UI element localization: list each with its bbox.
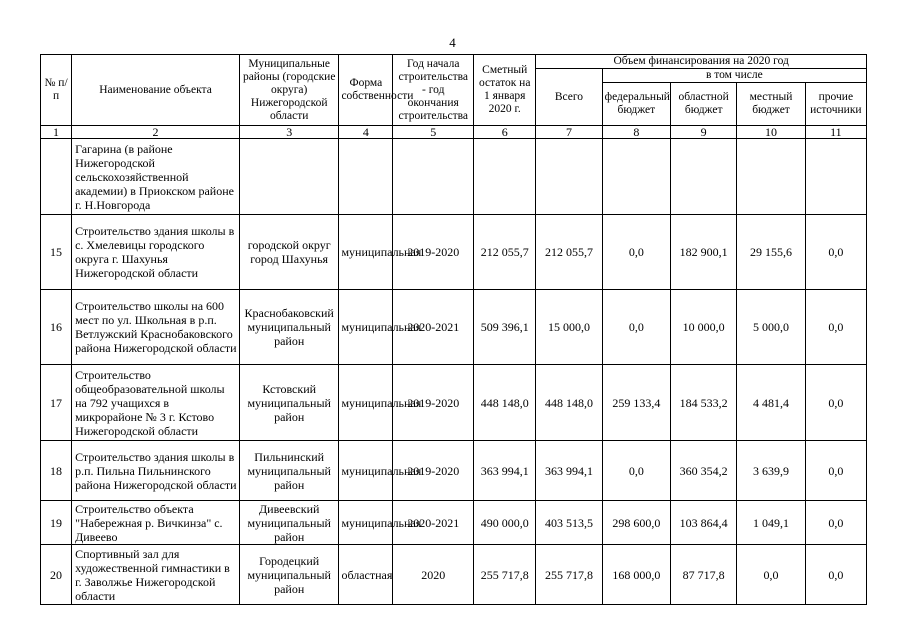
cell-ownership: областная (339, 545, 393, 605)
cell-empty (602, 139, 670, 215)
cell-municipal: Краснобаковский муниципальный район (239, 290, 338, 365)
cell-municipal: городской округ город Шахунья (239, 215, 338, 290)
cell-years: 2020-2021 (393, 501, 474, 545)
cell-ownership: муниципальная (339, 365, 393, 441)
col-number: 8 (602, 126, 670, 139)
header-total: Всего (536, 69, 602, 126)
cell-municipal: Городецкий муниципальный район (239, 545, 338, 605)
header-years: Год начала строительства - год окончания строительства (393, 55, 474, 126)
cell-ownership: муниципальная (339, 441, 393, 501)
table-row (41, 501, 867, 545)
cell-years: 2020 (393, 545, 474, 605)
col-number: 7 (536, 126, 602, 139)
cell-num: 19 (41, 501, 72, 545)
cell-estimate: 509 396,1 (474, 290, 536, 365)
cell-estimate: 448 148,0 (474, 365, 536, 441)
cell-empty (671, 139, 737, 215)
cell-num: 17 (41, 365, 72, 441)
cell-total: 363 994,1 (536, 441, 602, 501)
cell-empty (474, 139, 536, 215)
cell-local: 1 049,1 (737, 501, 805, 545)
col-number: 5 (393, 126, 474, 139)
cell-empty (239, 139, 338, 215)
header-name: Наименование объекта (72, 55, 240, 126)
cell-num: 15 (41, 215, 72, 290)
cell-other: 0,0 (805, 215, 866, 290)
cell-total: 448 148,0 (536, 365, 602, 441)
cell-ownership: муниципальная (339, 501, 393, 545)
cell-empty (737, 139, 805, 215)
cell-other: 0,0 (805, 545, 866, 605)
header-including: в том числе (602, 69, 866, 83)
table-row (41, 215, 867, 290)
cell-name: Гагарина (в районе Нижегородской сельскохозяйственной академии) в Приокском районе г. Н.Новгорода (72, 139, 240, 215)
cell-other: 0,0 (805, 501, 866, 545)
cell-num: 18 (41, 441, 72, 501)
cell-regional: 103 864,4 (671, 501, 737, 545)
header-regional: областной бюджет (671, 83, 737, 126)
cell-years: 2020-2021 (393, 290, 474, 365)
cell-name: Спортивный зал для художественной гимнастики в г. Заволжье Нижегородской области (72, 545, 240, 605)
cell-local: 5 000,0 (737, 290, 805, 365)
cell-other: 0,0 (805, 441, 866, 501)
cell-federal: 0,0 (602, 215, 670, 290)
cell-name: Строительство школы на 600 мест по ул. Школьная в р.п. Ветлужский Краснобаковского района Нижегородской области (72, 290, 240, 365)
page-number: 4 (449, 35, 456, 50)
cell-municipal: Кстовский муниципальный район (239, 365, 338, 441)
cell-regional: 10 000,0 (671, 290, 737, 365)
col-number: 2 (72, 126, 240, 139)
cell-empty (805, 139, 866, 215)
col-number: 4 (339, 126, 393, 139)
table-row (41, 290, 867, 365)
cell-total: 15 000,0 (536, 290, 602, 365)
cell-num: 20 (41, 545, 72, 605)
col-number: 6 (474, 126, 536, 139)
cell-total: 212 055,7 (536, 215, 602, 290)
cell-name: Строительство объекта "Набережная р. Вичкинза" с. Дивеево (72, 501, 240, 545)
cell-empty (393, 139, 474, 215)
cell-federal: 298 600,0 (602, 501, 670, 545)
cell-federal: 168 000,0 (602, 545, 670, 605)
cell-local: 3 639,9 (737, 441, 805, 501)
cell-other: 0,0 (805, 290, 866, 365)
header-estimate: Сметный остаток на 1 января 2020 г. (474, 55, 536, 126)
cell-regional: 182 900,1 (671, 215, 737, 290)
cell-name: Строительство здания школы в р.п. Пильна Пильнинского района Нижегородской области (72, 441, 240, 501)
cell-empty (536, 139, 602, 215)
cell-num (41, 139, 72, 215)
cell-municipal: Пильнинский муниципальный район (239, 441, 338, 501)
cell-federal: 259 133,4 (602, 365, 670, 441)
col-number: 10 (737, 126, 805, 139)
table-row (41, 441, 867, 501)
header-federal: федеральный бюджет (602, 83, 670, 126)
table-row (41, 365, 867, 441)
cell-local: 0,0 (737, 545, 805, 605)
funding-table (40, 54, 867, 605)
col-number: 3 (239, 126, 338, 139)
cell-name: Строительство здания школы в с. Хмелевицы городского округа г. Шахунья Нижегородской области (72, 215, 240, 290)
header-funding: Объем финансирования на 2020 год (536, 55, 867, 69)
column-number-row (41, 126, 867, 139)
cell-years: 2019-2020 (393, 215, 474, 290)
header-municipal: Муниципальные районы (городские округа) Нижегородской области (239, 55, 338, 126)
cell-years: 2019-2020 (393, 365, 474, 441)
header-num: № п/п (41, 55, 72, 126)
cell-total: 255 717,8 (536, 545, 602, 605)
cell-ownership: муниципальная (339, 215, 393, 290)
header-other: прочие источники (805, 83, 866, 126)
cell-name: Строительство общеобразовательной школы на 792 учащихся в микрорайоне № 3 г. Кстово Нижегородской области (72, 365, 240, 441)
cell-federal: 0,0 (602, 441, 670, 501)
cell-ownership: муниципальная (339, 290, 393, 365)
cell-num: 16 (41, 290, 72, 365)
cell-estimate: 255 717,8 (474, 545, 536, 605)
cell-regional: 184 533,2 (671, 365, 737, 441)
cell-local: 29 155,6 (737, 215, 805, 290)
table-row-continuation (41, 139, 867, 215)
cell-federal: 0,0 (602, 290, 670, 365)
cell-regional: 360 354,2 (671, 441, 737, 501)
cell-empty (339, 139, 393, 215)
cell-estimate: 490 000,0 (474, 501, 536, 545)
cell-municipal: Дивеевский муниципальный район (239, 501, 338, 545)
cell-years: 2019-2020 (393, 441, 474, 501)
header-ownership: Форма собственности (339, 55, 393, 126)
cell-regional: 87 717,8 (671, 545, 737, 605)
cell-total: 403 513,5 (536, 501, 602, 545)
cell-estimate: 212 055,7 (474, 215, 536, 290)
col-number: 11 (805, 126, 866, 139)
cell-local: 4 481,4 (737, 365, 805, 441)
table-row (41, 545, 867, 605)
col-number: 9 (671, 126, 737, 139)
col-number: 1 (41, 126, 72, 139)
cell-estimate: 363 994,1 (474, 441, 536, 501)
cell-other: 0,0 (805, 365, 866, 441)
header-local: местный бюджет (737, 83, 805, 126)
